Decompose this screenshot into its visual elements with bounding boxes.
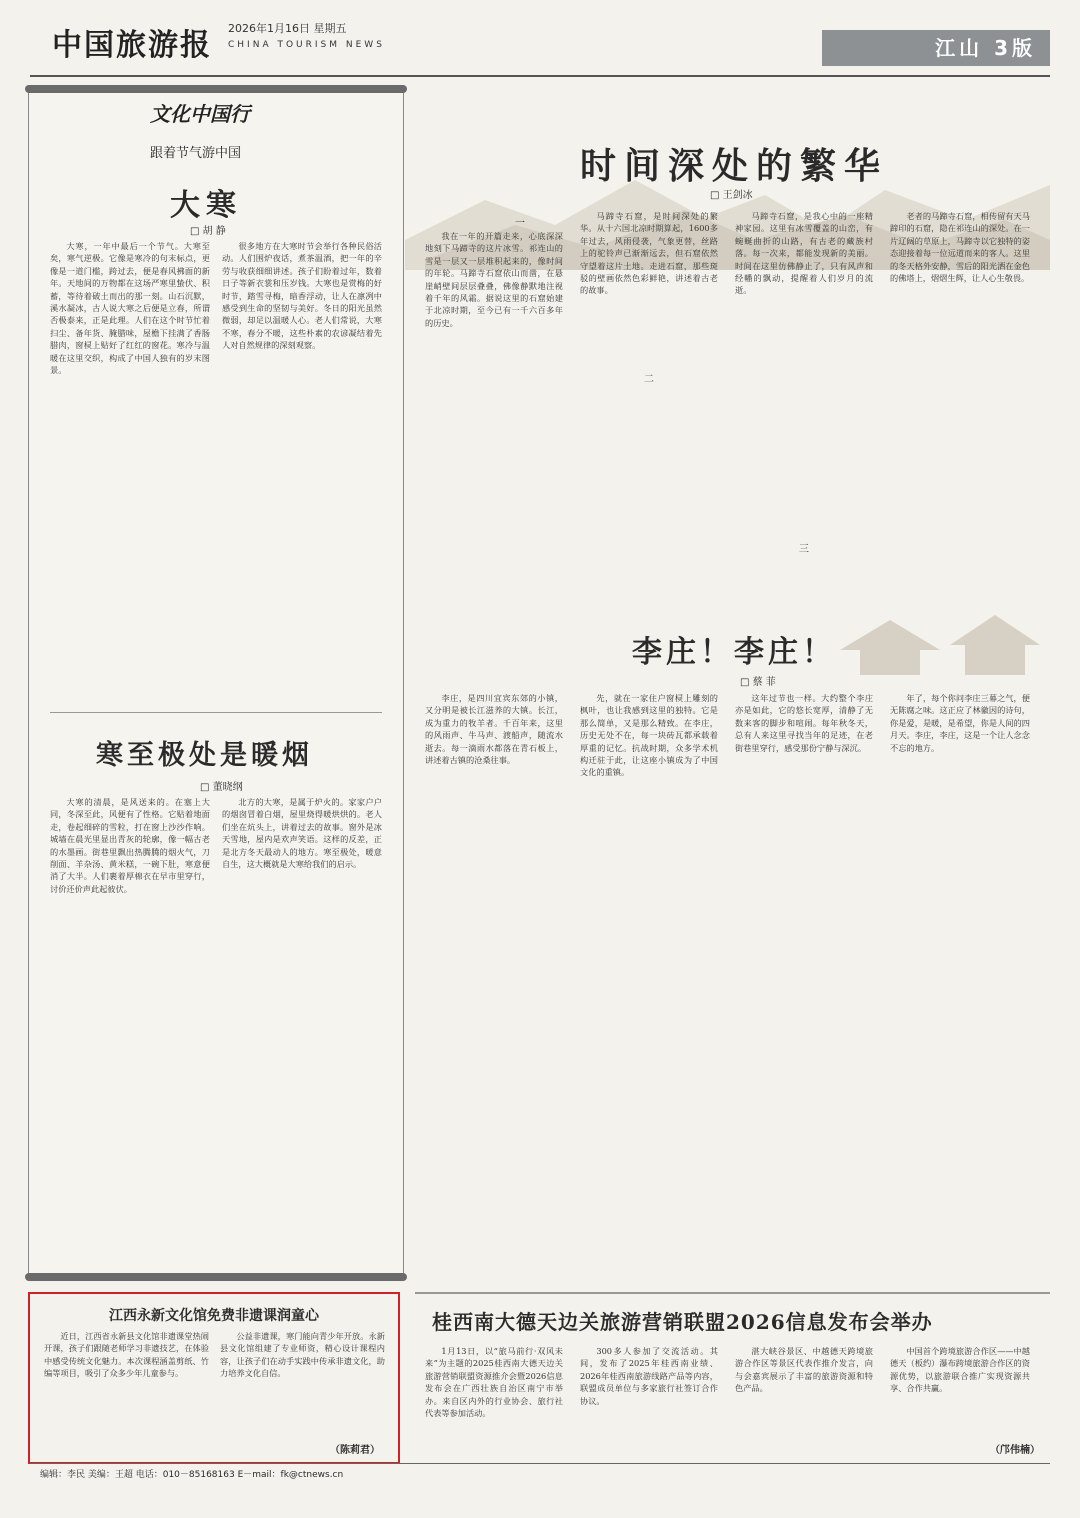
footer-credits: 编辑：李民 美编：王超 电话：010－85168163 E－mail：fk@ctnews.cn	[40, 1470, 344, 1480]
author-shijian: □ 王剑冰	[710, 190, 753, 201]
author-dahan: □ 胡 静	[190, 226, 226, 237]
masthead-meta	[228, 20, 385, 50]
guixi-body-col1: 1月13日，以“旅马前行·双风未来”为主题的2025桂西南大德天边关旅游营销联盟资源推介会暨2026信息发布会在广西壮族自治区南宁市举办。来自区内外的行业协会、旅行社代表等参加活动。	[425, 1346, 563, 1419]
masthead-en: CHINA TOURISM NEWS	[228, 40, 385, 50]
author-lizhuang: □ 蔡 菲	[740, 677, 776, 688]
shijian-body-col3: 马蹄寺石窟，是我心中的一座精神家园。这里有冰雪覆盖的山峦，有蜿蜒曲折的山路，有古老的藏族村落。每一次来，都能发现新的美丽。时间在这里仿佛静止了，只有风声和经幡的飘动，提醒着人们岁月的流逝。	[735, 211, 873, 296]
guixi-body-col2: 300多人参加了交流活动。其间，发布了2025年桂西南业绩、2026年桂西南旅游线路产品等内容，联盟成员单位与多家旅行社签订合作协议。	[580, 1346, 718, 1406]
lizhuang-body-col1: 李庄，是四川宜宾东郊的小镇，又分明是被长江滋养的大镇。长江，成为重力的牧羊者。千百年来，这里的风雨声、牛马声、渡船声，随流水逝去。每一滴雨水都落在青石板上，讲述着古镇的沧桑往事。	[425, 693, 563, 766]
jiangxi-body-col1: 近日，江西省永新县文化馆非遗课堂热闹开课，孩子们跟随老师学习非遗技艺，在体验中感受传统文化魅力。本次课程涵盖剪纸、竹编等项目，吸引了众多少年儿童参与。	[44, 1331, 209, 1379]
divider	[415, 1292, 1050, 1294]
masthead-logo: 中国旅游报	[52, 28, 212, 63]
shijian-body-col1: 我在一年的开篇走来，心底深深地刻下马蹄寺的这片冰雪。祁连山的雪是一层又一层堆积起来的，像时间的年轮。马蹄寺石窟依山而凿，在悬崖峭壁间层层叠叠，佛像静默地注视着千年的风霜。据说这里的石窟始建于北凉时期，至今已有一千六百多年的历史。	[425, 231, 563, 328]
divider	[50, 712, 382, 713]
guixi-body-col3: 湛大峡谷景区、中越德天跨境旅游合作区等景区代表作推介发言，向与会嘉宾展示了丰富的旅游资源和特色产品。	[735, 1346, 873, 1394]
jiangxi-body-col2: 公益非遗课，寒门能向青少年开放。永新县文化馆组建了专业师资，精心设计课程内容，让孩子们在动手实践中传承非遗文化，助力培养文化自信。	[220, 1331, 385, 1379]
guixi-body-col4: 中国首个跨境旅游合作区——中越德天（板约）瀑布跨境旅游合作区的资源优势，以旅游联合推广实现资源共享、合作共赢。	[890, 1346, 1030, 1394]
editor-guixi: （邝伟楠）	[990, 1445, 1040, 1456]
column-logo: 文化中国行	[150, 102, 250, 126]
section-number: 二	[644, 374, 654, 385]
article-title-guixi: 桂西南大德天边关旅游营销联盟2026信息发布会举办	[432, 1310, 933, 1334]
footer-divider	[30, 1463, 1050, 1464]
lizhuang-body-col3: 这年过节也一样。大约整个李庄亦是如此，它的悠长宽厚，清静了无数来客的脚步和喧闹。每年秋冬天，总有人来这里寻找当年的足迹，在老街巷里穿行，感受那份宁静与深沉。	[735, 693, 873, 753]
hanzhi-body-col1: 大寒的清晨，是风送来的。在塞上大同，冬深至此，风便有了性格。它贴着地面走，卷起细碎的雪粒，打在窗上沙沙作响。城墙在晨光里显出青灰的轮廓，像一幅古老的水墨画。街巷里飘出热腾腾的烟火气，刀削面、羊杂汤、黄米糕，一碗下肚，寒意便消了大半。人们裹着厚棉衣在早市里穿行，讨价还价声此起彼伏。	[50, 797, 210, 894]
article-title-lizhuang: 李庄！李庄！	[632, 635, 836, 670]
masthead-divider	[30, 75, 1050, 77]
shijian-body-col2: 马蹄寺石窟，是时间深处的繁华。从十六国北凉时期算起，1600多年过去，风雨侵袭，气象更替，丝路上的驼铃声已渐渐远去，但石窟依然守望着这片土地。走进石窟，那些斑驳的壁画依然色彩鲜艳，讲述着古老的故事。	[580, 211, 718, 296]
article-title-shijian: 时间深处的繁华	[580, 145, 889, 187]
page-version-badge: 江山 3版	[822, 30, 1050, 66]
lizhuang-body-col2: 先，就在一家住户窗棂上雕刻的枫叶，也让我感到这里的独特。它是那么简单，又是那么精致。在李庄，历史无处不在，每一块砖瓦都承载着厚重的记忆。抗战时期，众多学术机构迁驻于此，让这座小镇成为了中国文化的重镇。	[580, 693, 718, 778]
dahan-body-col1: 大寒，一年中最后一个节气。大寒至矣，寒气逆极。它像是寒冷的句末标点，更像是一道门槛，跨过去，便是春风拂面的新年。天地间的万物都在这场严寒里蛰伏、积蓄，等待着破土而出的那一刻。山石沉默，溪水凝冰，古人说大寒之后便是立春，所谓否极泰来，正是此理。人们在这个时节忙着扫尘、备年货、腌腊味，屋檐下挂满了香肠腊肉，窗棂上贴好了红红的窗花。寒冷与温暖在这里交织，构成了中国人独有的岁末图景。	[50, 241, 210, 376]
article-title-dahan: 大寒	[170, 188, 242, 223]
column-subtitle: 跟着节气游中国	[150, 146, 242, 161]
lizhuang-body-col4: 年了，每个你问李庄三幕之气，便无陈腐之味。这正应了林徽因的诗句，你是爱，是暖，是希望，你是人间的四月天。李庄，李庄，这是一个让人念念不忘的地方。	[890, 693, 1030, 753]
dahan-body-col2: 很多地方在大寒时节会举行各种民俗活动。人们围炉夜话，煮茶温酒，把一年的辛劳与收获细细讲述。孩子们盼着过年，数着日子等新衣裳和压岁钱。大寒也是赏梅的好时节，踏雪寻梅，暗香浮动，让人在凛冽中感受到生命的坚韧与美好。冬日的阳光虽然微弱，却足以温暖人心。老人们常说，大寒不寒，春分不暖，这些朴素的农谚凝结着先人对自然规律的深刻观察。	[222, 241, 382, 351]
issue-date: 2026年1月16日 星期五	[228, 22, 347, 35]
author-hanzhi: □ 董晓纲	[200, 782, 243, 793]
editor-jiangxi: （陈莉君）	[330, 1445, 380, 1456]
hanzhi-body-col2: 北方的大寒，是属于炉火的。家家户户的烟囱冒着白烟，屋里烧得暖烘烘的。老人们坐在炕头上，讲着过去的故事。窗外是冰天雪地，屋内是欢声笑语。这样的反差，正是北方冬天最动人的地方。寒至极处，暖意自生，这大概就是大寒给我们的启示。	[222, 797, 382, 870]
building-illustration	[800, 590, 1050, 680]
section-number: 一	[515, 218, 525, 229]
section-number: 三	[799, 544, 809, 555]
article-title-hanzhi: 寒至极处是暖烟	[96, 740, 313, 771]
article-title-jiangxi: 江西永新文化馆免费非遗课润童心	[109, 1308, 319, 1324]
shijian-body-col4: 老者的马蹄寺石窟，相传留有天马蹄印的石窟，隐在祁连山的深处。在一片辽阔的草原上，马蹄寺以它独特的姿态迎接着每一位远道而来的客人。这里的冬天格外安静，雪后的阳光洒在金色的佛塔上，熠熠生辉，让人心生敬畏。	[890, 211, 1030, 284]
